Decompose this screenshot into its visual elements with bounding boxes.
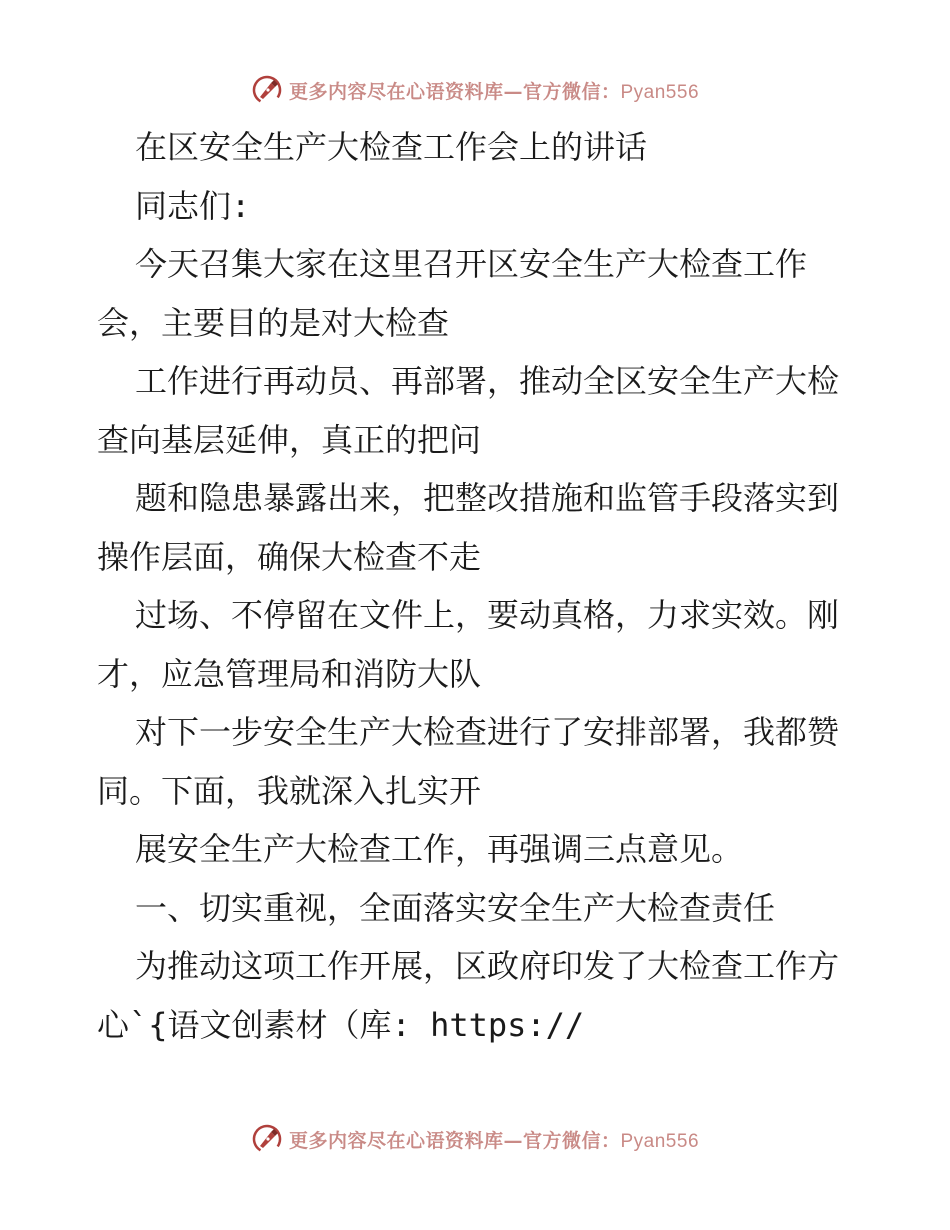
document-title: 在区安全生产大检查工作会上的讲话	[135, 128, 648, 166]
salutation: 同志们:	[135, 186, 251, 225]
paragraph-line: 为推动这项工作开展，区政府印发了大检查工作方心`{语文创素材（库: https://	[97, 947, 840, 1044]
watermark-text: 更多内容尽在心语资料库—官方微信：Pyan556	[288, 1129, 700, 1152]
paragraph-line: 题和隐患暴露出来，把整改措施和监管手段落实到操作层面，确保大检查不走	[97, 479, 840, 576]
paragraph-line: 过场、不停留在文件上，要动真格，力求实效。刚才，应急管理局和消防大队	[97, 596, 840, 693]
watermark-header	[0, 73, 950, 107]
watermark-text: 更多内容尽在心语资料库—官方微信：Pyan556	[288, 80, 700, 103]
watermark-footer	[0, 1122, 950, 1156]
section-heading: 一、切实重视，全面落实安全生产大检查责任	[135, 888, 776, 927]
document-body	[97, 118, 857, 1054]
pen-nib-logo-icon	[251, 74, 283, 106]
pen-nib-logo-icon	[251, 1123, 283, 1155]
paragraph-line: 工作进行再动员、再部署，推动全区安全生产大检查向基层延伸，真正的把问	[97, 362, 840, 459]
paragraph-line: 展安全生产大检查工作，再强调三点意见。	[135, 830, 744, 868]
paragraph-line: 今天召集大家在这里召开区安全生产大检查工作会，主要目的是对大检查	[97, 245, 808, 342]
paragraph-line: 对下一步安全生产大检查进行了安排部署，我都赞同。下面，我就深入扎实开	[97, 713, 840, 810]
